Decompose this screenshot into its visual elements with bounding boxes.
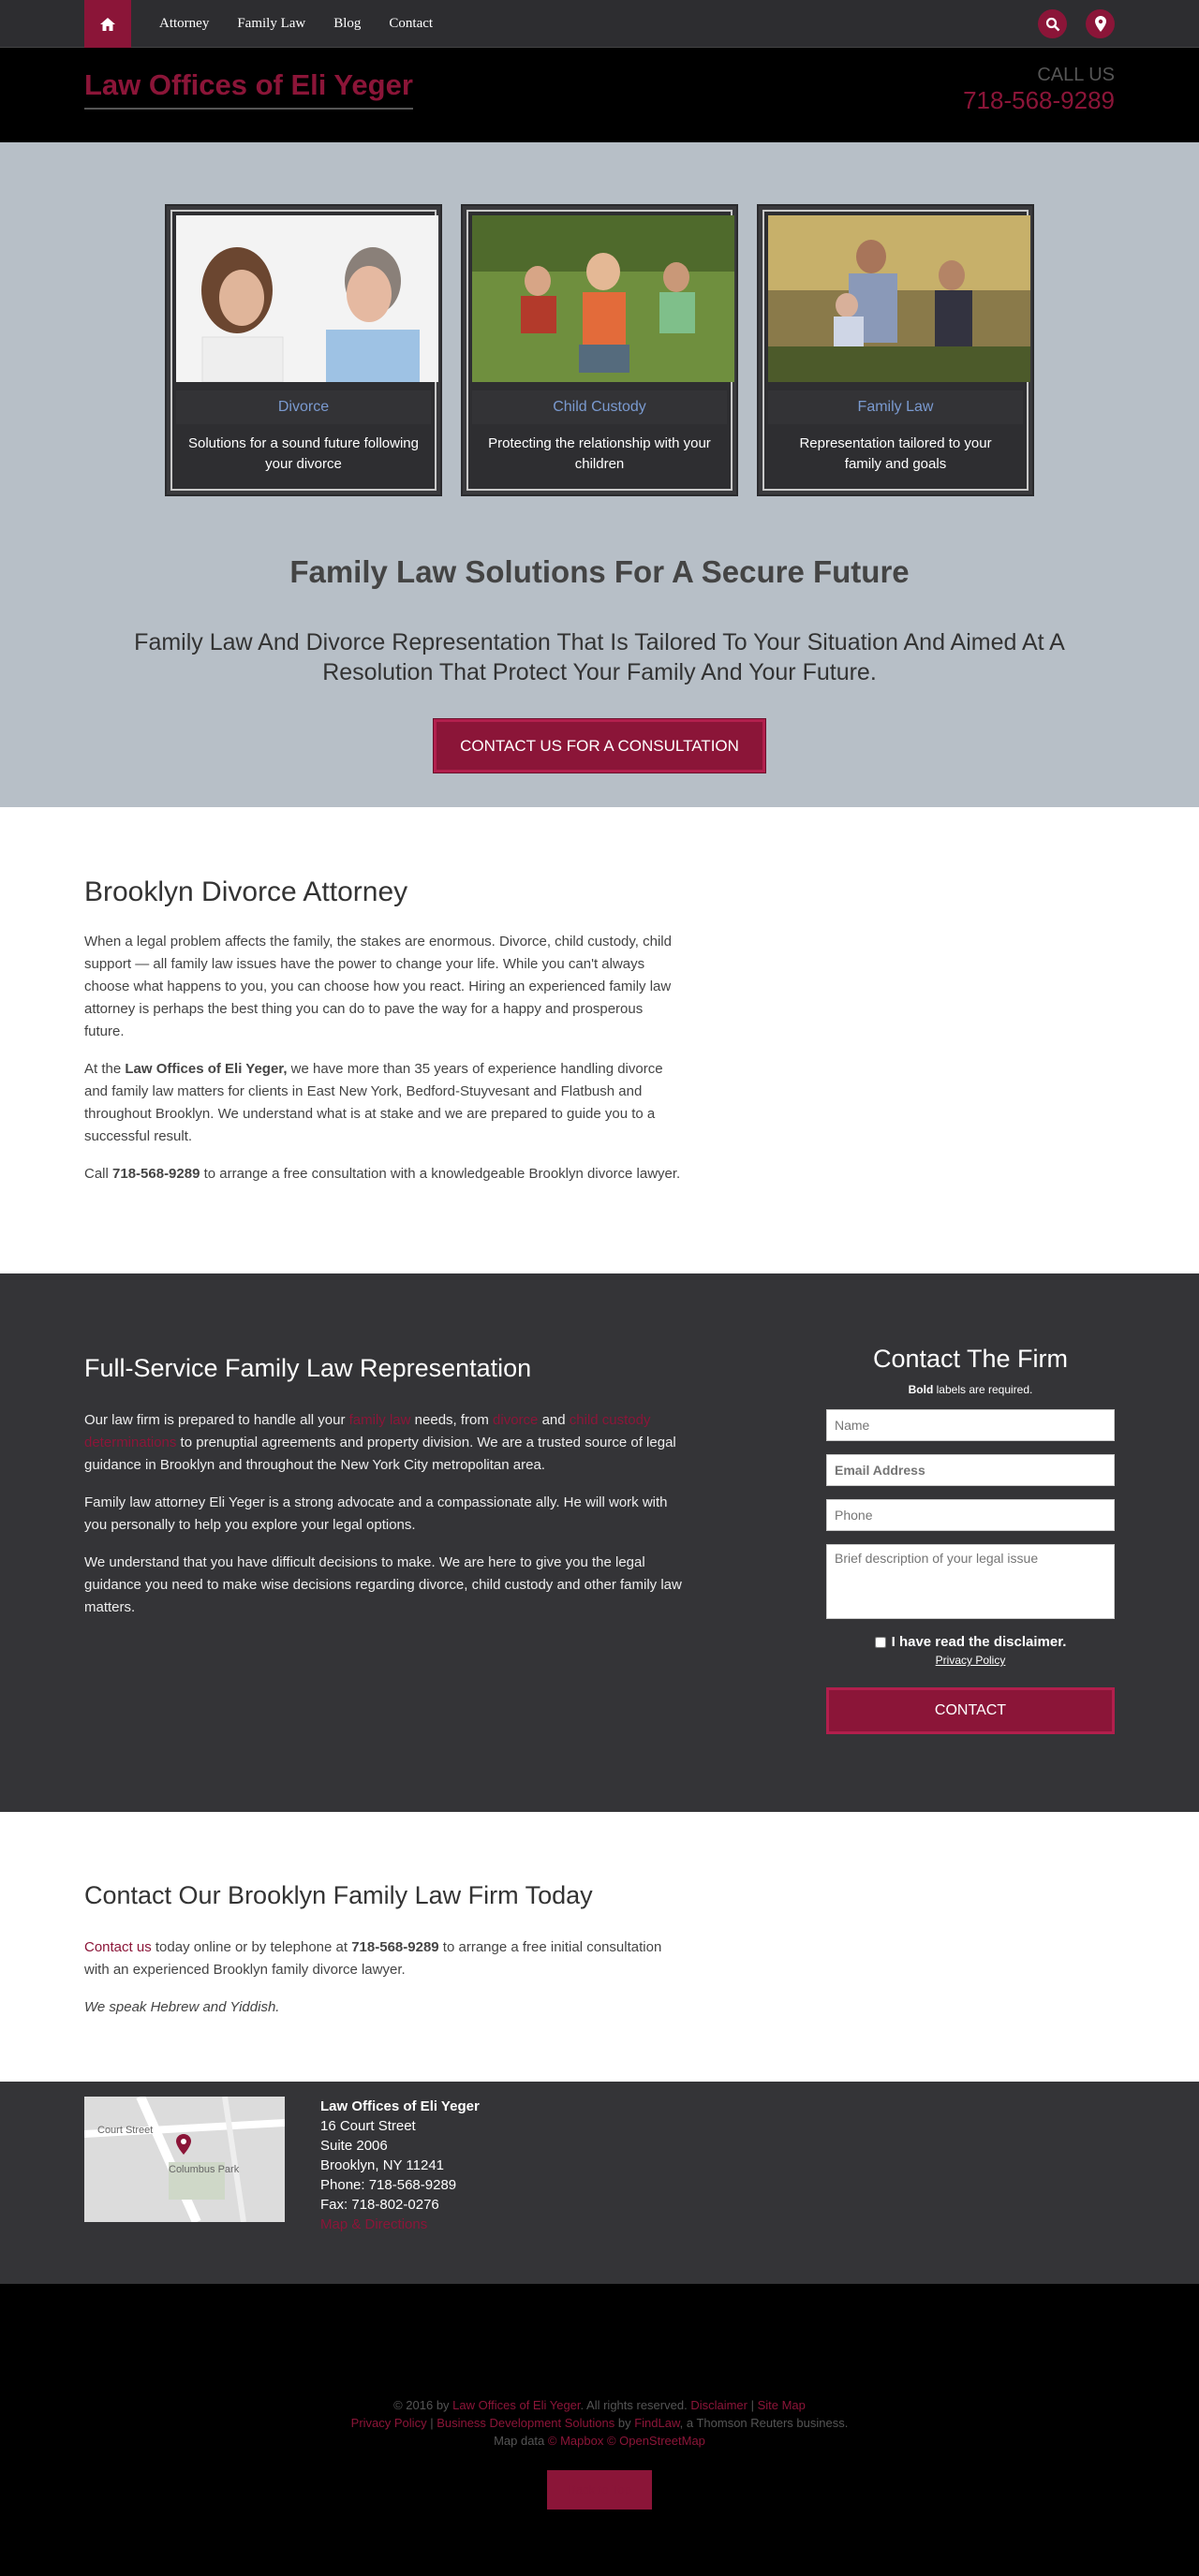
- footer-phone[interactable]: Phone: 718-568-9289: [320, 2177, 457, 2193]
- divorce-link[interactable]: divorce: [493, 1412, 539, 1428]
- firm-link[interactable]: Law Offices of Eli Yeger: [452, 2398, 581, 2412]
- contact-submit-button[interactable]: CONTACT: [826, 1687, 1115, 1734]
- top-navigation: [0, 0, 1199, 48]
- disclaimer-checkbox-row: I have read the disclaimer.: [826, 1634, 1115, 1650]
- map-marker-icon: [176, 2134, 191, 2155]
- name-input[interactable]: [826, 1409, 1115, 1441]
- home-button[interactable]: [84, 0, 131, 48]
- home-icon: [99, 17, 116, 32]
- about-paragraph-1: When a legal problem affects the family, the stakes are enormous. Divorce, child custody, child support — all family law issues have the power to change your life. While you can't always choose what happens to you, you can choose how you react. Hiring an experienced family law attorney is perhaps the best thing you can do to pave the way for a happy and prosperous future.: [84, 934, 672, 1039]
- form-title: Contact The Firm: [872, 1345, 1069, 1373]
- disclaimer-footer-link[interactable]: Disclaimer: [690, 2398, 748, 2412]
- email-input[interactable]: [826, 1454, 1115, 1486]
- site-footer: [0, 2284, 1199, 2576]
- office-address: [320, 2097, 480, 2234]
- required-note: Bold labels are required.: [908, 1383, 1033, 1396]
- phone-input[interactable]: [826, 1499, 1115, 1531]
- copyright-line: © 2016 by Law Offices of Eli Yeger. All rights reserved. Disclaimer | Site Map: [393, 2398, 806, 2412]
- site-logo[interactable]: Law Offices of Eli Yeger: [84, 68, 413, 110]
- practice-cards: [0, 204, 1199, 496]
- map-data-line: Map data © Mapbox © OpenStreetMap: [494, 2434, 705, 2448]
- credits-line: Privacy Policy | Business Development Solutions by FindLaw, a Thomson Reuters business.: [350, 2416, 849, 2430]
- card-description: Representation tailored to your family and goals: [799, 435, 992, 472]
- office-info: [0, 2082, 1199, 2284]
- header-phone[interactable]: 718-568-9289: [963, 86, 1115, 114]
- hero-section: [0, 142, 1199, 807]
- call-us: [963, 65, 1115, 115]
- card-description: Protecting the relationship with your children: [488, 435, 711, 472]
- about-section: [0, 807, 1199, 1273]
- privacy-policy-link[interactable]: Privacy Policy: [935, 1654, 1006, 1667]
- card-description: Solutions for a sound future following your divorce: [188, 435, 419, 472]
- map-label-columbus-park: Columbus Park: [169, 2164, 240, 2175]
- footer-street: 16 Court Street: [320, 2118, 416, 2134]
- nav-blog[interactable]: Blog: [333, 16, 362, 31]
- footer-suite: Suite 2006: [320, 2138, 388, 2154]
- card-title: Child Custody: [472, 390, 727, 424]
- nav-contact[interactable]: Contact: [389, 16, 434, 31]
- card-divorce[interactable]: [165, 204, 442, 496]
- card-child-custody[interactable]: [461, 204, 738, 496]
- services-paragraph-2: Family law attorney Eli Yeger is a strong advocate and a compassionate ally. He will work with you personally to help you explore your legal options.: [84, 1494, 668, 1533]
- card-family-law[interactable]: [757, 204, 1034, 496]
- bds-link[interactable]: Business Development Solutions: [437, 2416, 615, 2430]
- footer-city: Brooklyn, NY 11241: [320, 2157, 445, 2173]
- contact-today-paragraph: Contact us today online or by telephone at 718-568-9289 to arrange a free initial consultation with an experienced Brooklyn family divorce lawyer.: [84, 1939, 662, 1978]
- back-to-top-button[interactable]: Back to Top: [547, 2470, 652, 2510]
- site-map-link[interactable]: Site Map: [757, 2398, 806, 2412]
- services-paragraph-1: Our law firm is prepared to handle all your family law needs, from divorce and child custody determinations to prenuptial agreements and property division. We are a trusted source of legal guidance in Brooklyn and throughout the New York City metropolitan area.: [84, 1412, 676, 1473]
- hero-subheadline: Family Law And Divorce Representation That Is Tailored To Your Situation And Aimed At A Resolution That Protect Your Family And Your Future.: [134, 629, 1065, 685]
- languages-note: We speak Hebrew and Yiddish.: [84, 1999, 280, 2015]
- services-title: Full-Service Family Law Representation: [84, 1354, 532, 1382]
- findlaw-link[interactable]: FindLaw: [634, 2416, 680, 2430]
- contact-form: [826, 1345, 1115, 1734]
- map-graphic: [84, 2097, 285, 2222]
- divorce-photo: [176, 215, 438, 382]
- consultation-button[interactable]: CONTACT US FOR A CONSULTATION: [434, 719, 765, 773]
- footer-fax: Fax: 718-802-0276: [320, 2197, 439, 2213]
- contact-today-title: Contact Our Brooklyn Family Law Firm Today: [84, 1881, 593, 1909]
- map-pin-icon: [1095, 16, 1106, 32]
- search-button[interactable]: [1038, 9, 1067, 38]
- child-custody-photo: [472, 215, 734, 382]
- location-button[interactable]: [1086, 9, 1115, 38]
- search-icon: [1045, 17, 1060, 32]
- services-section: [0, 1273, 1199, 1812]
- disclaimer-checkbox[interactable]: [875, 1637, 886, 1648]
- description-textarea[interactable]: [826, 1544, 1115, 1619]
- privacy-footer-link[interactable]: Privacy Policy: [350, 2416, 427, 2430]
- site-header: [0, 48, 1199, 142]
- nav-attorney[interactable]: Attorney: [159, 16, 210, 31]
- nav-family-law[interactable]: Family Law: [237, 16, 306, 31]
- hero-headline: Family Law Solutions For A Secure Future: [289, 554, 910, 589]
- card-title: Family Law: [768, 390, 1023, 424]
- map-directions-link[interactable]: Map & Directions: [320, 2216, 428, 2232]
- services-content: [84, 1345, 684, 1734]
- family-law-link[interactable]: family law: [348, 1412, 411, 1428]
- footer-firm-name: Law Offices of Eli Yeger: [320, 2098, 480, 2114]
- contact-today-section: [0, 1812, 1199, 2082]
- card-title: Divorce: [176, 390, 431, 424]
- nav-icons: [1038, 9, 1115, 38]
- family-photo: [768, 215, 1030, 382]
- services-paragraph-3: We understand that you have difficult decisions to make. We are here to give you the legal guidance you need to make wise decisions regarding divorce, child custody and other family law matters.: [84, 1554, 682, 1615]
- office-map[interactable]: [84, 2097, 285, 2222]
- mapbox-link[interactable]: © Mapbox © OpenStreetMap: [547, 2434, 705, 2448]
- disclaimer-link[interactable]: disclaimer: [993, 1634, 1063, 1650]
- map-label-court-street: Court Street: [97, 2125, 154, 2136]
- child-custody-link[interactable]: child custody determinations: [84, 1412, 651, 1450]
- about-paragraph-2: At the Law Offices of Eli Yeger, we have more than 35 years of experience handling divorce and family law matters for clients in East New York, Bedford-Stuyvesant and Flatbush and throughout Brooklyn. We understand what is at stake and we are prepared to guide you to a successful result.: [84, 1061, 663, 1144]
- call-us-label: CALL US: [1037, 65, 1115, 85]
- contact-us-link[interactable]: Contact us: [84, 1939, 152, 1955]
- about-title: Brooklyn Divorce Attorney: [84, 876, 408, 907]
- about-paragraph-3: Call 718-568-9289 to arrange a free consultation with a knowledgeable Brooklyn divorce lawyer.: [84, 1166, 681, 1182]
